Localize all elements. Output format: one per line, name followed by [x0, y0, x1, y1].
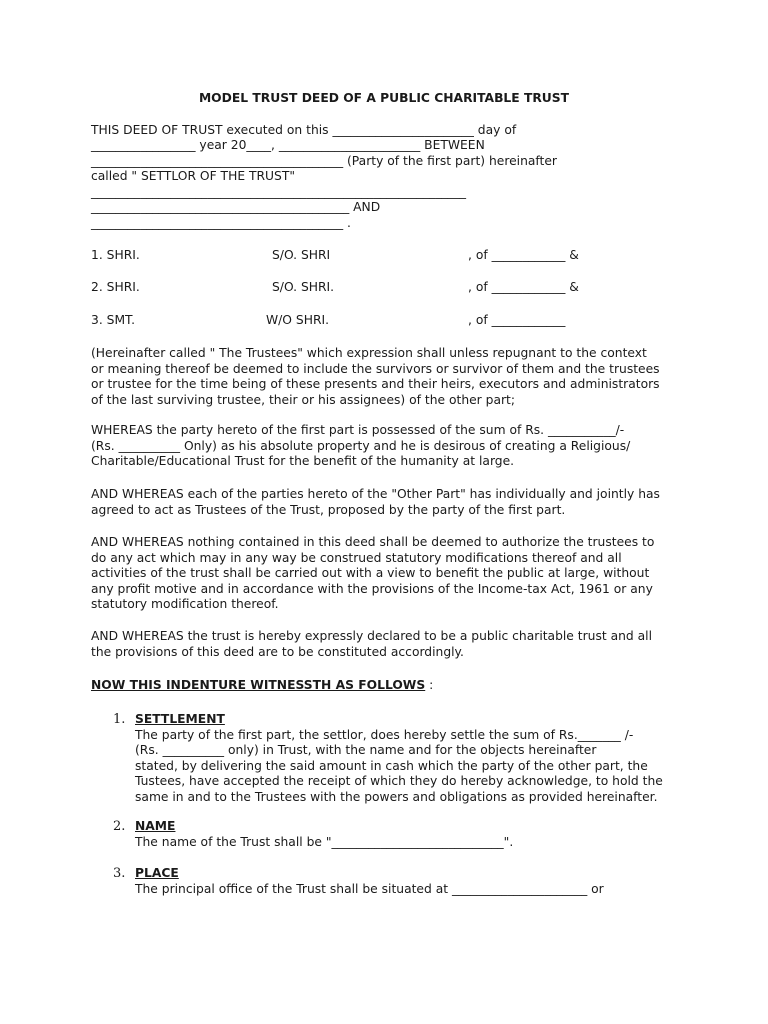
paragraph-line: statutory modification thereof.	[91, 597, 279, 612]
document-title: MODEL TRUST DEED OF A PUBLIC CHARITABLE TRUST	[198, 91, 570, 105]
clause-number: 2.	[113, 819, 126, 834]
clause-line: stated, by delivering the said amount in cash which the party of the other part, the	[135, 758, 648, 773]
intro-line: _________________________________________ (Party of the first part) hereinafter	[91, 154, 557, 168]
trustee-name: 3. SMT.	[91, 313, 136, 327]
clause-line: (Rs. __________ only) in Trust, with the name and for the objects hereinafter	[135, 743, 597, 758]
paragraph-line: or meaning thereof be deemed to include the survivors or survivor of them and the trustees	[91, 361, 660, 376]
clause-line: same in and to the Trustees with the powers and obligations as provided hereinafter.	[135, 789, 658, 804]
paragraph-line: WHEREAS the party hereto of the first part is possessed of the sum of Rs. ___________/-	[91, 423, 625, 437]
paragraph-line: activities of the trust shall be carried out with a view to benefit the public at large, without	[91, 566, 650, 581]
paragraph-line: agreed to act as Trustees of the Trust, proposed by the party of the first part.	[91, 502, 566, 517]
clause-settlement	[135, 712, 695, 806]
paragraph-line: or trustee for the time being of these presents and their heirs, executors and administrators	[91, 377, 660, 392]
trustee-name: 1. SHRI.	[91, 248, 140, 262]
paragraph-line: any profit motive and in accordance with the provisions of the Income-tax Act, 1961 or any	[91, 581, 653, 596]
trustee-of: , of ____________ &	[468, 248, 579, 262]
witnesseth-suffix: :	[425, 678, 434, 692]
trustee-of: , of ____________ &	[468, 280, 579, 294]
clause-line: The name of the Trust shall be "____________________________".	[135, 834, 514, 849]
paragraph-line: AND WHEREAS the trust is hereby expressly declared to be a public charitable trust and all	[91, 629, 653, 643]
whereas-paragraph-4	[91, 629, 691, 660]
paragraph-line: AND WHEREAS each of the parties hereto of the "Other Part" has individually and jointly has	[91, 487, 660, 501]
clause-line: The party of the first part, the settlor, does hereby settle the sum of Rs._______ /-	[135, 727, 634, 742]
paragraph-line: of the last surviving trustee, their or his assignees) of the other part;	[91, 392, 516, 407]
clause-name	[135, 819, 695, 850]
paragraph-line: (Rs. __________ Only) as his absolute property and he is desirous of creating a Religious/	[91, 438, 631, 453]
intro-line: _________________________________________ .	[91, 216, 351, 230]
clause-heading: SETTLEMENT	[135, 712, 225, 726]
whereas-paragraph-2	[91, 487, 691, 518]
trustee-name: 2. SHRI.	[91, 280, 140, 294]
whereas-paragraph-1	[91, 423, 691, 470]
clause-line: Tustees, have accepted the receipt of which they do hereby acknowledge, to hold the	[135, 774, 663, 789]
trustee-of: , of ____________	[468, 313, 566, 327]
intro-line: _________________ year 20____, _______________________ BETWEEN	[91, 138, 485, 152]
clause-number: 3.	[113, 866, 126, 881]
paragraph-line: do any act which may in any way be construed statutory modifications thereof and all	[91, 550, 622, 565]
intro-line: called " SETTLOR OF THE TRUST"	[91, 169, 296, 183]
intro-line: THIS DEED OF TRUST executed on this _______________________ day of	[91, 123, 517, 137]
whereas-paragraph-3	[91, 535, 691, 613]
paragraph-line: (Hereinafter called " The Trustees" which expression shall unless repugnant to the context	[91, 346, 647, 360]
paragraph-line: the provisions of this deed are to be constituted accordingly.	[91, 644, 464, 659]
clause-heading: NAME	[135, 819, 176, 833]
paragraph-line: Charitable/Educational Trust for the benefit of the humanity at large.	[91, 454, 515, 469]
clause-number: 1.	[113, 712, 126, 727]
clause-heading: PLACE	[135, 866, 179, 880]
intro-line: _____________________________________________________________	[91, 185, 467, 199]
witnesseth-heading-row	[91, 678, 433, 693]
trustee-relation: W/O SHRI.	[266, 313, 330, 327]
witnesseth-heading: NOW THIS INDENTURE WITNESSTH AS FOLLOWS	[91, 678, 426, 692]
trustee-relation: S/O. SHRI.	[272, 280, 335, 294]
clause-line: The principal office of the Trust shall be situated at ______________________ or	[135, 881, 604, 896]
trustee-relation: S/O. SHRI	[272, 248, 331, 262]
clause-place	[135, 866, 695, 897]
hereinafter-paragraph	[91, 346, 691, 408]
intro-line: __________________________________________ AND	[91, 200, 381, 214]
paragraph-line: AND WHEREAS nothing contained in this deed shall be deemed to authorize the trustees to	[91, 535, 655, 549]
